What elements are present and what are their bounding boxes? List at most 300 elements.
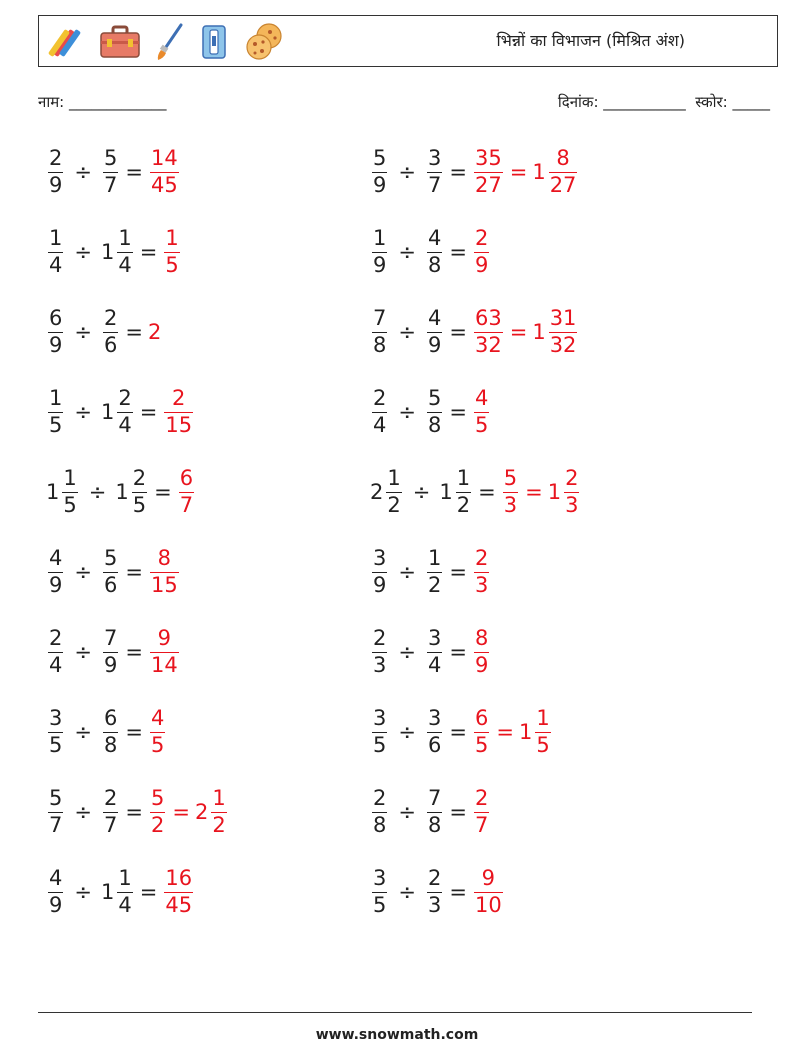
equals-sign: = — [449, 560, 467, 584]
fraction — [427, 145, 442, 198]
fraction — [150, 705, 165, 758]
whole-number: 2 — [194, 800, 209, 824]
denominator: 4 — [427, 653, 442, 678]
numerator: 4 — [427, 305, 442, 330]
fraction — [474, 785, 489, 838]
dividend — [46, 785, 65, 838]
equals-sign: = — [449, 800, 467, 824]
divide-sign: ÷ — [398, 240, 416, 264]
answer — [472, 305, 579, 358]
problem-item — [46, 142, 181, 202]
numerator: 1 — [212, 785, 226, 810]
fraction — [474, 145, 503, 198]
fraction — [164, 385, 193, 438]
denominator: 15 — [150, 573, 178, 598]
dividend — [370, 465, 404, 518]
fraction — [427, 705, 442, 758]
answer-value — [162, 225, 181, 278]
numerator: 7 — [103, 625, 118, 650]
equals-sign: = — [125, 720, 143, 744]
numerator: 5 — [150, 785, 165, 810]
divisor — [101, 305, 120, 358]
denominator: 9 — [373, 573, 387, 598]
fraction — [372, 625, 387, 678]
denominator: 10 — [474, 893, 502, 918]
divisor — [425, 305, 444, 358]
dividend — [46, 225, 65, 278]
numerator: 1 — [427, 545, 442, 570]
denominator: 9 — [474, 653, 489, 678]
whole-number: 1 — [439, 480, 453, 504]
divisor — [425, 785, 444, 838]
whole-number: 1 — [100, 880, 115, 904]
dividend — [370, 625, 389, 678]
denominator: 9 — [427, 333, 442, 358]
fraction — [427, 545, 442, 598]
denominator: 9 — [49, 893, 63, 918]
divisor — [100, 385, 135, 438]
answer-value — [472, 305, 505, 358]
numerator: 5 — [503, 465, 518, 490]
fraction — [211, 785, 226, 838]
numerator: 2 — [474, 225, 489, 250]
dividend — [46, 145, 65, 198]
denominator: 2 — [150, 813, 165, 838]
numerator: 2 — [132, 465, 147, 490]
problem-item — [370, 622, 491, 682]
answer-value — [532, 145, 579, 198]
fraction — [117, 225, 132, 278]
equals-sign: = — [125, 560, 143, 584]
answer-value — [148, 625, 181, 678]
answer-value — [501, 465, 520, 518]
dividend — [46, 545, 65, 598]
equals-sign: = — [449, 720, 467, 744]
problem-item — [370, 542, 491, 602]
numerator: 4 — [49, 865, 63, 890]
denominator: 5 — [150, 733, 165, 758]
denominator: 3 — [474, 573, 489, 598]
numerator: 3 — [373, 705, 387, 730]
answer-value — [547, 465, 582, 518]
divide-sign: ÷ — [398, 720, 416, 744]
denominator: 7 — [474, 813, 489, 838]
denominator: 4 — [118, 893, 132, 918]
fraction — [564, 465, 579, 518]
fraction — [103, 625, 118, 678]
whole-number: 2 — [147, 320, 162, 344]
equals-sign: = — [172, 800, 190, 824]
dividend — [46, 465, 80, 518]
answer — [148, 785, 229, 838]
denominator: 9 — [373, 253, 387, 278]
denominator: 2 — [387, 493, 401, 518]
whole-number: 1 — [532, 160, 546, 184]
fraction — [103, 545, 118, 598]
fraction — [103, 145, 118, 198]
numerator: 2 — [49, 145, 63, 170]
divisor — [425, 385, 444, 438]
equals-sign: = — [139, 880, 158, 904]
denominator: 8 — [427, 813, 442, 838]
numerator: 8 — [474, 625, 489, 650]
denominator: 32 — [474, 333, 502, 358]
numerator: 5 — [373, 145, 387, 170]
answer — [148, 625, 181, 678]
fraction — [48, 705, 63, 758]
numerator: 3 — [373, 865, 387, 890]
denominator: 5 — [474, 733, 489, 758]
denominator: 5 — [373, 733, 387, 758]
fraction — [150, 145, 179, 198]
dividend — [46, 625, 65, 678]
fraction — [427, 865, 442, 918]
answer — [162, 865, 195, 918]
dividend — [46, 385, 65, 438]
equals-sign: = — [125, 160, 143, 184]
fraction — [549, 145, 578, 198]
equals-sign: = — [125, 640, 143, 664]
answer — [148, 705, 167, 758]
answer-value — [472, 785, 491, 838]
divide-sign: ÷ — [398, 560, 416, 584]
answer — [472, 545, 491, 598]
fraction — [372, 305, 387, 358]
numerator: 63 — [474, 305, 502, 330]
numerator: 6 — [179, 465, 194, 490]
numerator: 5 — [49, 785, 63, 810]
numerator: 4 — [427, 225, 442, 250]
divisor — [100, 225, 135, 278]
whole-number: 2 — [370, 480, 384, 504]
fraction — [48, 865, 63, 918]
fraction — [179, 465, 194, 518]
fraction — [103, 305, 118, 358]
answer-value — [177, 465, 196, 518]
problem-item — [370, 782, 491, 842]
divisor — [101, 145, 120, 198]
numerator: 6 — [103, 705, 118, 730]
numerator: 2 — [427, 865, 442, 890]
problem-item — [46, 782, 229, 842]
numerator: 14 — [150, 145, 178, 170]
answer — [472, 145, 579, 198]
equals-sign: = — [509, 160, 528, 184]
dividend — [370, 225, 389, 278]
fraction — [372, 225, 387, 278]
equals-sign: = — [449, 240, 467, 264]
dividend — [370, 705, 389, 758]
numerator: 8 — [556, 145, 570, 170]
denominator: 45 — [150, 173, 178, 198]
whole-number: 1 — [46, 480, 60, 504]
footer-url: www.snowmath.com — [315, 1027, 479, 1043]
divide-sign: ÷ — [88, 480, 107, 504]
whole-number: 1 — [532, 320, 546, 344]
whole-number: 1 — [518, 720, 533, 744]
divide-sign: ÷ — [398, 160, 416, 184]
numerator: 2 — [474, 785, 489, 810]
numerator: 35 — [474, 145, 502, 170]
fraction — [427, 225, 442, 278]
divide-sign: ÷ — [74, 400, 92, 424]
divide-sign: ÷ — [398, 320, 416, 344]
numerator: 6 — [49, 305, 63, 330]
denominator: 15 — [165, 413, 193, 438]
numerator: 1 — [118, 865, 132, 890]
numerator: 31 — [549, 305, 577, 330]
equals-sign: = — [449, 400, 467, 424]
divide-sign: ÷ — [74, 880, 92, 904]
numerator: 1 — [49, 385, 63, 410]
fraction — [386, 465, 401, 518]
answer — [162, 385, 195, 438]
answer-value — [472, 625, 491, 678]
equals-sign: = — [449, 320, 467, 344]
page-title: भिन्नों का विभाजन (मिश्रित अंश) — [496, 31, 685, 50]
equals-sign: = — [125, 320, 143, 344]
answer-value — [162, 385, 195, 438]
numerator: 5 — [427, 385, 442, 410]
denominator: 4 — [49, 253, 63, 278]
dividend — [370, 545, 389, 598]
divisor — [101, 785, 120, 838]
dividend — [370, 145, 389, 198]
dividend — [370, 305, 389, 358]
answer — [472, 785, 491, 838]
fraction — [48, 225, 63, 278]
problem-item — [370, 302, 579, 362]
numerator: 2 — [49, 625, 63, 650]
numerator: 3 — [427, 145, 442, 170]
fraction — [474, 705, 489, 758]
answer-value — [148, 145, 181, 198]
problem-item — [46, 862, 195, 922]
divide-sign: ÷ — [74, 160, 92, 184]
denominator: 8 — [373, 813, 387, 838]
equals-sign: = — [449, 640, 467, 664]
date-score-field: दिनांक: ___________ स्कोर: _____ — [557, 93, 770, 111]
denominator: 5 — [132, 493, 147, 518]
fraction — [48, 305, 63, 358]
answer-value — [532, 305, 579, 358]
fraction — [372, 865, 387, 918]
numerator: 1 — [63, 465, 77, 490]
answer-value — [472, 545, 491, 598]
numerator: 2 — [118, 385, 132, 410]
denominator: 2 — [456, 493, 471, 518]
whole-number: 1 — [547, 480, 562, 504]
numerator: 1 — [165, 225, 179, 250]
problem-item — [46, 462, 196, 522]
problem-item — [46, 222, 182, 282]
answer-value — [472, 705, 491, 758]
denominator: 5 — [373, 893, 387, 918]
numerator: 4 — [49, 545, 63, 570]
denominator: 4 — [49, 653, 63, 678]
fraction — [48, 785, 63, 838]
denominator: 9 — [474, 253, 489, 278]
answer-value — [472, 865, 505, 918]
fraction — [150, 625, 179, 678]
denominator: 8 — [373, 333, 387, 358]
denominator: 5 — [49, 733, 63, 758]
fraction — [48, 385, 63, 438]
divisor — [115, 465, 149, 518]
problem-item — [370, 222, 491, 282]
denominator: 2 — [427, 573, 442, 598]
numerator: 2 — [172, 385, 186, 410]
fraction — [48, 625, 63, 678]
denominator: 6 — [427, 733, 442, 758]
divide-sign: ÷ — [74, 320, 92, 344]
denominator: 3 — [427, 893, 442, 918]
numerator: 1 — [118, 225, 132, 250]
numerator: 1 — [49, 225, 63, 250]
fraction — [427, 785, 442, 838]
denominator: 9 — [49, 173, 63, 198]
divisor — [425, 225, 444, 278]
denominator: 7 — [103, 173, 118, 198]
answer-value — [162, 865, 195, 918]
answer-value — [518, 705, 553, 758]
dividend — [46, 305, 65, 358]
numerator: 4 — [150, 705, 165, 730]
fraction — [372, 705, 387, 758]
fraction — [372, 785, 387, 838]
fraction — [535, 705, 550, 758]
divide-sign: ÷ — [74, 240, 92, 264]
answer-value — [148, 545, 181, 598]
problem-item — [370, 382, 491, 442]
denominator: 7 — [49, 813, 63, 838]
numerator: 1 — [373, 225, 387, 250]
denominator: 4 — [373, 413, 387, 438]
equals-sign: = — [496, 720, 514, 744]
numerator: 6 — [474, 705, 489, 730]
denominator: 6 — [103, 573, 118, 598]
fraction — [117, 865, 132, 918]
fraction — [474, 305, 503, 358]
denominator: 6 — [103, 333, 118, 358]
problem-item — [46, 302, 162, 362]
fraction — [427, 305, 442, 358]
fraction — [427, 625, 442, 678]
denominator: 7 — [179, 493, 194, 518]
fraction — [103, 785, 118, 838]
denominator: 5 — [536, 733, 550, 758]
equals-sign: = — [154, 480, 172, 504]
answer-value — [148, 320, 162, 344]
divide-sign: ÷ — [398, 640, 416, 664]
denominator: 8 — [427, 253, 442, 278]
numerator: 4 — [474, 385, 489, 410]
numerator: 5 — [103, 145, 118, 170]
answer — [501, 465, 582, 518]
fraction — [372, 145, 387, 198]
answer-value — [472, 145, 505, 198]
fraction — [62, 465, 77, 518]
denominator: 2 — [212, 813, 226, 838]
fraction — [164, 865, 193, 918]
numerator: 2 — [565, 465, 579, 490]
numerator: 2 — [373, 625, 387, 650]
divisor — [425, 705, 444, 758]
denominator: 3 — [565, 493, 579, 518]
equals-sign: = — [525, 480, 543, 504]
fraction — [372, 545, 387, 598]
fraction — [117, 385, 132, 438]
answer-value — [148, 785, 167, 838]
divide-sign: ÷ — [74, 560, 92, 584]
denominator: 8 — [103, 733, 118, 758]
header-box — [38, 15, 778, 67]
whole-number: 1 — [100, 240, 115, 264]
fraction — [150, 545, 179, 598]
denominator: 5 — [63, 493, 77, 518]
numerator: 7 — [373, 305, 387, 330]
denominator: 9 — [103, 653, 118, 678]
numerator: 2 — [373, 385, 387, 410]
divisor — [101, 545, 120, 598]
divisor — [425, 145, 444, 198]
fraction — [372, 385, 387, 438]
fraction — [48, 145, 63, 198]
fraction — [474, 385, 489, 438]
equals-sign: = — [125, 800, 143, 824]
denominator: 27 — [474, 173, 502, 198]
denominator: 7 — [427, 173, 442, 198]
denominator: 8 — [427, 413, 442, 438]
fraction — [103, 705, 118, 758]
answer-value — [148, 705, 167, 758]
fraction — [474, 225, 489, 278]
denominator: 32 — [549, 333, 577, 358]
answer — [177, 465, 196, 518]
denominator: 9 — [373, 173, 387, 198]
fraction — [474, 625, 489, 678]
divisor — [425, 625, 444, 678]
divide-sign: ÷ — [398, 800, 416, 824]
answer — [148, 545, 181, 598]
equals-sign: = — [449, 880, 467, 904]
problem-item — [370, 862, 505, 922]
numerator: 1 — [536, 705, 550, 730]
numerator: 9 — [157, 625, 172, 650]
fraction — [150, 785, 165, 838]
fraction — [549, 305, 578, 358]
divide-sign: ÷ — [74, 640, 92, 664]
answer — [472, 705, 553, 758]
divisor — [425, 545, 444, 598]
divisor — [101, 625, 120, 678]
equals-sign: = — [509, 320, 528, 344]
divide-sign: ÷ — [74, 720, 92, 744]
problem-item — [46, 542, 181, 602]
numerator: 7 — [427, 785, 442, 810]
denominator: 5 — [165, 253, 179, 278]
answer — [472, 865, 505, 918]
answer-value — [194, 785, 229, 838]
problem-item — [46, 382, 195, 442]
problem-item — [46, 702, 167, 762]
numerator: 3 — [427, 705, 442, 730]
dividend — [46, 705, 65, 758]
answer — [472, 385, 491, 438]
answer-value — [472, 225, 491, 278]
problem-item — [370, 462, 581, 522]
denominator: 27 — [549, 173, 577, 198]
